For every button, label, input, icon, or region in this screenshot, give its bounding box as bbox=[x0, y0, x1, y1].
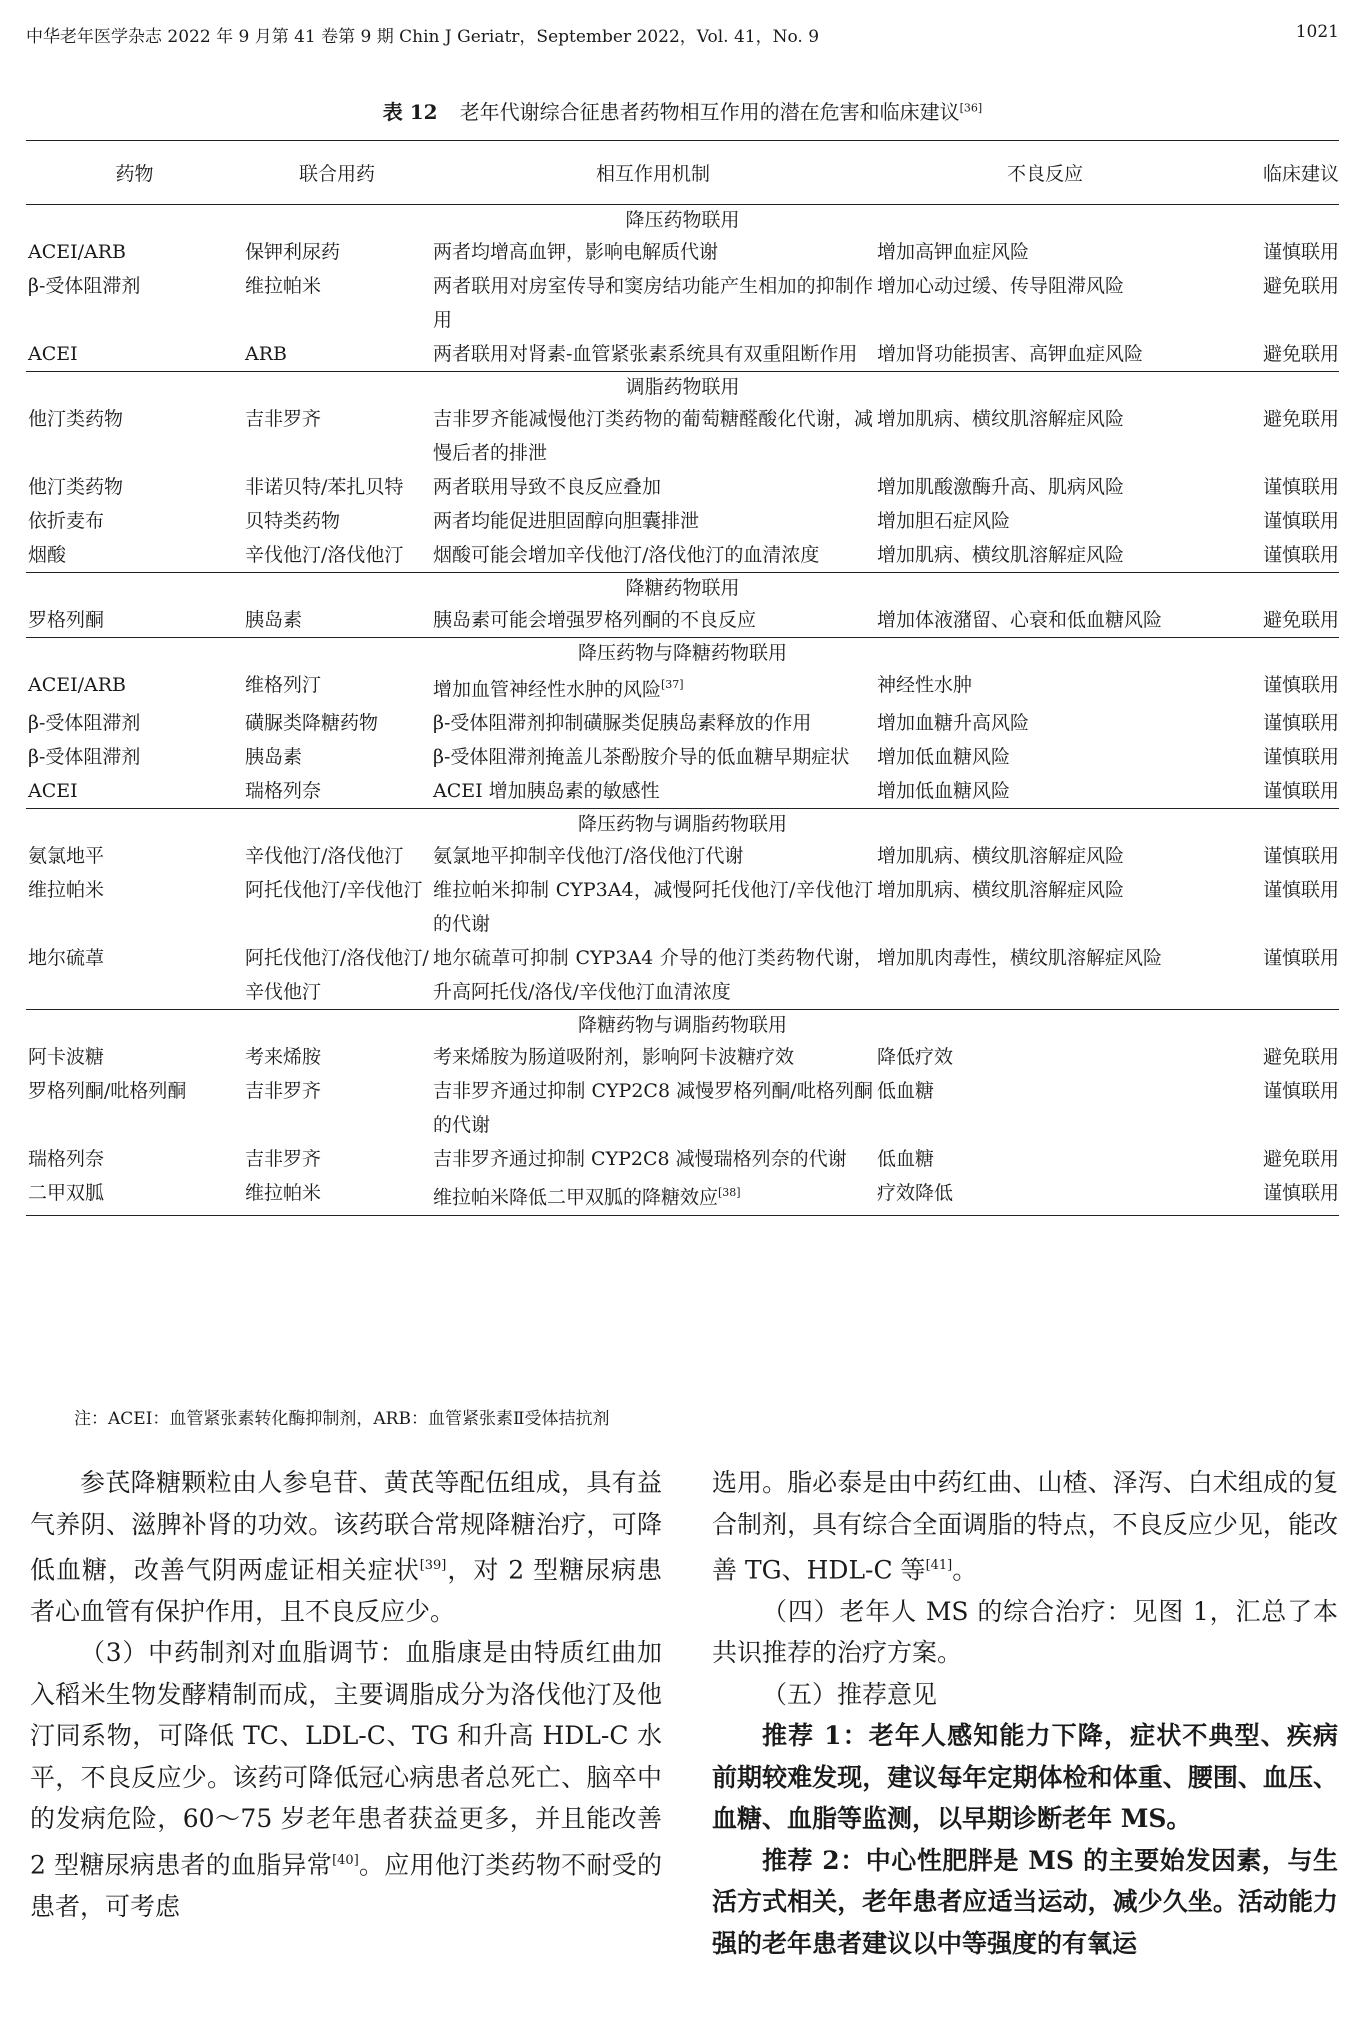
table-row bbox=[26, 706, 1339, 740]
drug-cell bbox=[26, 873, 243, 941]
column-header: 不良反应 bbox=[1006, 163, 1083, 185]
drug-cell-text: β-受体阻滞剂 bbox=[28, 746, 141, 769]
section-heading: （五）推荐意见 bbox=[762, 1679, 938, 1709]
adverse-reaction-cell-text: 增加低血糖风险 bbox=[877, 746, 1011, 769]
adverse-reaction-cell bbox=[875, 1074, 1215, 1142]
drug-cell bbox=[26, 774, 243, 809]
combination-cell bbox=[243, 269, 431, 337]
adverse-reaction-cell bbox=[875, 740, 1215, 774]
table-group-row bbox=[26, 573, 1339, 604]
drug-cell bbox=[26, 941, 243, 1010]
paragraph-text: 。应用他汀类药物不耐受的患者，可考虑 bbox=[30, 1850, 662, 1921]
drug-cell-text: 氨氯地平 bbox=[28, 845, 105, 868]
combination-cell-text: 吉非罗齐 bbox=[245, 1080, 322, 1103]
drug-cell-text: 烟酸 bbox=[28, 544, 67, 566]
adverse-reaction-cell-text: 降低疗效 bbox=[877, 1046, 954, 1069]
combination-cell bbox=[243, 402, 431, 470]
table-row bbox=[26, 402, 1339, 470]
adverse-reaction-cell bbox=[875, 504, 1215, 538]
paragraph bbox=[712, 1462, 1338, 1591]
drug-cell bbox=[26, 839, 243, 873]
mechanism-cell bbox=[431, 1074, 875, 1142]
group-label: 调脂药物联用 bbox=[26, 372, 1339, 403]
combination-cell bbox=[243, 706, 431, 740]
clinical-advice-cell-text: 避免联用 bbox=[1262, 609, 1339, 631]
clinical-advice-cell bbox=[1215, 1142, 1339, 1176]
journal-citation: 中华老年医学杂志 2022 年 9 月第 41 卷第 9 期 Chin J Geriatr，September 2022，Vol. 41，No. 9 bbox=[26, 27, 820, 47]
table-group-row bbox=[26, 205, 1339, 236]
adverse-reaction-cell bbox=[875, 402, 1215, 470]
mechanism-cell-text: β-受体阻滞剂抑制磺脲类促胰岛素释放的作用 bbox=[433, 712, 812, 735]
combination-cell-text: 维拉帕米 bbox=[245, 1182, 322, 1205]
table-row bbox=[26, 941, 1339, 1010]
combination-cell-text: 阿托伐他汀/洛伐他汀/辛伐他汀 bbox=[245, 947, 429, 1004]
adverse-reaction-cell-text: 增加肌病、横纹肌溶解症风险 bbox=[877, 408, 1125, 430]
clinical-advice-cell bbox=[1215, 740, 1339, 774]
drug-cell bbox=[26, 603, 243, 638]
mechanism-cell bbox=[431, 941, 875, 1010]
table-row bbox=[26, 1040, 1339, 1074]
clinical-advice-cell-text: 避免联用 bbox=[1262, 1046, 1339, 1069]
drug-cell bbox=[26, 740, 243, 774]
table-row bbox=[26, 603, 1339, 638]
table-title-ref: [36] bbox=[959, 101, 983, 115]
combination-cell bbox=[243, 668, 431, 706]
combination-cell-text: 胰岛素 bbox=[245, 746, 303, 769]
mechanism-cell bbox=[431, 337, 875, 372]
mechanism-cell-text: 增加血管神经性水肿的风险 bbox=[433, 678, 662, 701]
adverse-reaction-cell-text: 增加低血糖风险 bbox=[877, 780, 1011, 803]
mechanism-cell bbox=[431, 839, 875, 873]
adverse-reaction-cell-text: 低血糖 bbox=[877, 1148, 935, 1171]
drug-cell-text: 瑞格列奈 bbox=[28, 1148, 105, 1171]
table-group-row bbox=[26, 638, 1339, 669]
mechanism-cell bbox=[431, 269, 875, 337]
clinical-advice-cell-text: 谨慎联用 bbox=[1262, 544, 1339, 566]
table-row bbox=[26, 337, 1339, 372]
table-group-row bbox=[26, 372, 1339, 403]
mechanism-cell-text: 烟酸可能会增加辛伐他汀/洛伐他汀的血清浓度 bbox=[433, 544, 820, 566]
table-row bbox=[26, 668, 1339, 706]
clinical-advice-cell bbox=[1215, 873, 1339, 941]
mechanism-cell-text: 考来烯胺为肠道吸附剂，影响阿卡波糖疗效 bbox=[433, 1046, 795, 1069]
mechanism-cell bbox=[431, 504, 875, 538]
drug-cell bbox=[26, 706, 243, 740]
drug-cell-text: ACEI bbox=[28, 780, 78, 803]
adverse-reaction-cell bbox=[875, 839, 1215, 873]
adverse-reaction-cell-text: 增加肌病、横纹肌溶解症风险 bbox=[877, 845, 1125, 868]
page-number: 1021 bbox=[1295, 22, 1339, 42]
combination-cell-text: 阿托伐他汀/辛伐他汀 bbox=[245, 879, 423, 902]
drug-cell-text: 他汀类药物 bbox=[28, 408, 124, 430]
combination-cell-text: 考来烯胺 bbox=[245, 1046, 322, 1069]
drug-cell bbox=[26, 504, 243, 538]
clinical-advice-cell bbox=[1215, 941, 1339, 1010]
mechanism-cell-text: 两者联用对房室传导和窦房结功能产生相加的抑制作用 bbox=[433, 275, 873, 331]
citation-ref: [38] bbox=[718, 1186, 741, 1200]
citation-ref: [41] bbox=[925, 1558, 953, 1573]
adverse-reaction-cell-text: 增加肌酸激酶升高、肌病风险 bbox=[877, 476, 1125, 498]
adverse-reaction-cell bbox=[875, 337, 1215, 372]
clinical-advice-cell bbox=[1215, 402, 1339, 470]
adverse-reaction-cell-text: 增加高钾血症风险 bbox=[877, 241, 1030, 263]
mechanism-cell-text: 两者联用对肾素-血管紧张素系统具有双重阻断作用 bbox=[433, 343, 858, 365]
clinical-advice-cell-text: 谨慎联用 bbox=[1262, 1182, 1339, 1205]
clinical-advice-cell bbox=[1215, 1176, 1339, 1215]
adverse-reaction-cell bbox=[875, 873, 1215, 941]
table-group-row bbox=[26, 1010, 1339, 1041]
paragraph-text: 参芪降糖颗粒由人参皂苷、黄芪等配伍组成，具有益气养阴、滋脾补肾的功效。该药联合常规降糖治疗，可降低血糖，改善气阴两虚证相关症状 bbox=[30, 1468, 662, 1585]
clinical-advice-cell bbox=[1215, 668, 1339, 706]
table-note: 注：ACEI：血管紧张素转化酶抑制剂，ARB：血管紧张素Ⅱ受体拮抗剂 bbox=[74, 1409, 610, 1429]
drug-cell-text: 维拉帕米 bbox=[28, 879, 105, 902]
table-body bbox=[26, 205, 1339, 1216]
clinical-advice-cell-text: 谨慎联用 bbox=[1262, 746, 1339, 769]
clinical-advice-cell bbox=[1215, 235, 1339, 269]
clinical-advice-cell bbox=[1215, 1074, 1339, 1142]
mechanism-cell-text: β-受体阻滞剂掩盖儿茶酚胺介导的低血糖早期症状 bbox=[433, 746, 850, 769]
mechanism-cell bbox=[431, 774, 875, 809]
adverse-reaction-cell-text: 增加肾功能损害、高钾血症风险 bbox=[877, 343, 1144, 365]
clinical-advice-cell-text: 谨慎联用 bbox=[1262, 780, 1339, 803]
table-title: 老年代谢综合征患者药物相互作用的潜在危害和临床建议 bbox=[459, 100, 960, 124]
combination-cell-text: 胰岛素 bbox=[245, 609, 303, 631]
clinical-advice-cell-text: 谨慎联用 bbox=[1262, 241, 1339, 263]
mechanism-cell bbox=[431, 538, 875, 573]
table-row bbox=[26, 1142, 1339, 1176]
mechanism-cell-text: 两者联用导致不良反应叠加 bbox=[433, 476, 662, 498]
mechanism-cell bbox=[431, 706, 875, 740]
clinical-advice-cell-text: 谨慎联用 bbox=[1262, 510, 1339, 532]
drug-cell bbox=[26, 1040, 243, 1074]
table-row bbox=[26, 873, 1339, 941]
adverse-reaction-cell bbox=[875, 538, 1215, 573]
column-header: 药物 bbox=[115, 163, 154, 185]
drug-interaction-table bbox=[26, 140, 1339, 1216]
clinical-advice-cell-text: 谨慎联用 bbox=[1262, 947, 1339, 970]
group-label: 降糖药物联用 bbox=[26, 573, 1339, 604]
adverse-reaction-cell-text: 增加肌病、横纹肌溶解症风险 bbox=[877, 879, 1125, 902]
clinical-advice-cell bbox=[1215, 1040, 1339, 1074]
mechanism-cell bbox=[431, 603, 875, 638]
combination-cell bbox=[243, 839, 431, 873]
table-row bbox=[26, 740, 1339, 774]
drug-cell bbox=[26, 668, 243, 706]
adverse-reaction-cell-text: 低血糖 bbox=[877, 1080, 935, 1103]
drug-cell-text: 二甲双胍 bbox=[28, 1182, 105, 1205]
combination-cell bbox=[243, 235, 431, 269]
drug-cell-text: β-受体阻滞剂 bbox=[28, 712, 141, 735]
citation-ref: [40] bbox=[332, 1852, 359, 1868]
adverse-reaction-cell bbox=[875, 603, 1215, 638]
group-label: 降糖药物与调脂药物联用 bbox=[26, 1010, 1339, 1041]
citation-ref: [37] bbox=[661, 678, 684, 691]
mechanism-cell bbox=[431, 1040, 875, 1074]
clinical-advice-cell bbox=[1215, 603, 1339, 638]
clinical-advice-cell bbox=[1215, 706, 1339, 740]
clinical-advice-cell-text: 谨慎联用 bbox=[1262, 476, 1339, 498]
paragraph-text: ，对 2 型糖尿病患者心血管有保护作用，且不良反应少。 bbox=[30, 1555, 662, 1626]
drug-cell bbox=[26, 337, 243, 372]
mechanism-cell-text: 吉非罗齐通过抑制 CYP2C8 减慢罗格列酮/吡格列酮的代谢 bbox=[433, 1080, 873, 1137]
adverse-reaction-cell bbox=[875, 706, 1215, 740]
column-header: 临床建议 bbox=[1262, 163, 1339, 185]
adverse-reaction-cell bbox=[875, 1176, 1215, 1215]
combination-cell bbox=[243, 504, 431, 538]
drug-cell-text: 依折麦布 bbox=[28, 510, 105, 532]
combination-cell bbox=[243, 603, 431, 638]
drug-cell bbox=[26, 402, 243, 470]
body-column-right bbox=[712, 1462, 1338, 1964]
mechanism-cell bbox=[431, 668, 875, 706]
clinical-advice-cell-text: 谨慎联用 bbox=[1262, 674, 1339, 696]
clinical-advice-cell bbox=[1215, 337, 1339, 372]
adverse-reaction-cell-text: 增加胆石症风险 bbox=[877, 510, 1011, 532]
recommendation-1: 推荐 1：老年人感知能力下降，症状不典型、疾病前期较难发现，建议每年定期体检和体重、腰围、血压、血糖、血脂等监测，以早期诊断老年 MS。 bbox=[712, 1721, 1338, 1834]
paragraph bbox=[30, 1632, 662, 1927]
clinical-advice-cell-text: 避免联用 bbox=[1262, 408, 1339, 430]
combination-cell-text: 辛伐他汀/洛伐他汀 bbox=[245, 845, 404, 868]
mechanism-cell-text: 吉非罗齐能减慢他汀类药物的葡萄糖醛酸化代谢，减慢后者的排泄 bbox=[433, 408, 873, 464]
table-group-row bbox=[26, 809, 1339, 840]
recommendation-2: 推荐 2：中心性肥胖是 MS 的主要始发因素，与生活方式相关，老年患者应适当运动，减少久坐。活动能力强的老年患者建议以中等强度的有氧运 bbox=[712, 1845, 1338, 1958]
adverse-reaction-cell-text: 神经性水肿 bbox=[877, 674, 973, 696]
combination-cell bbox=[243, 1074, 431, 1142]
combination-cell-text: 吉非罗齐 bbox=[245, 408, 322, 430]
paragraph: （四）老年人 MS 的综合治疗：见图 1，汇总了本共识推荐的治疗方案。 bbox=[712, 1596, 1338, 1668]
drug-cell bbox=[26, 538, 243, 573]
mechanism-cell bbox=[431, 1142, 875, 1176]
drug-cell-text: 地尔硫䓬 bbox=[28, 947, 105, 970]
combination-cell bbox=[243, 538, 431, 573]
combination-cell-text: 辛伐他汀/洛伐他汀 bbox=[245, 544, 404, 566]
clinical-advice-cell bbox=[1215, 774, 1339, 809]
mechanism-cell-text: 吉非罗齐通过抑制 CYP2C8 减慢瑞格列奈的代谢 bbox=[433, 1148, 847, 1171]
adverse-reaction-cell bbox=[875, 1040, 1215, 1074]
clinical-advice-cell-text: 谨慎联用 bbox=[1262, 845, 1339, 868]
citation-ref: [39] bbox=[419, 1558, 447, 1573]
adverse-reaction-cell bbox=[875, 668, 1215, 706]
table-row bbox=[26, 1176, 1339, 1215]
combination-cell-text: 维格列汀 bbox=[245, 674, 322, 696]
mechanism-cell-text: 维拉帕米降低二甲双胍的降糖效应 bbox=[433, 1186, 719, 1209]
table-caption bbox=[0, 96, 1365, 125]
clinical-advice-cell bbox=[1215, 504, 1339, 538]
adverse-reaction-cell bbox=[875, 235, 1215, 269]
group-label: 降压药物联用 bbox=[625, 209, 740, 231]
adverse-reaction-cell-text: 疗效降低 bbox=[877, 1182, 954, 1205]
combination-cell bbox=[243, 1142, 431, 1176]
mechanism-cell bbox=[431, 740, 875, 774]
combination-cell-text: 维拉帕米 bbox=[245, 275, 322, 297]
drug-cell-text: 罗格列酮/吡格列酮 bbox=[28, 1080, 187, 1103]
table-row bbox=[26, 1074, 1339, 1142]
adverse-reaction-cell-text: 增加心动过缓、传导阻滞风险 bbox=[877, 275, 1125, 297]
paragraph-text: 。 bbox=[952, 1555, 978, 1585]
mechanism-cell-text: 两者均增高血钾，影响电解质代谢 bbox=[433, 241, 719, 263]
table-row bbox=[26, 774, 1339, 809]
combination-cell bbox=[243, 740, 431, 774]
adverse-reaction-cell bbox=[875, 941, 1215, 1010]
paragraph-text: 选用。脂必泰是由中药红曲、山楂、泽泻、白术组成的复合制剂，具有综合全面调脂的特点，不良反应少见，能改善 TG、HDL-C 等 bbox=[712, 1468, 1338, 1585]
mechanism-cell-text: 地尔硫䓬可抑制 CYP3A4 介导的他汀类药物代谢，升高阿托伐/洛伐/辛伐他汀血清浓度 bbox=[433, 947, 873, 1004]
adverse-reaction-cell-text: 增加血糖升高风险 bbox=[877, 712, 1030, 735]
drug-cell bbox=[26, 1074, 243, 1142]
table-row bbox=[26, 269, 1339, 337]
mechanism-cell bbox=[431, 235, 875, 269]
clinical-advice-cell-text: 谨慎联用 bbox=[1262, 712, 1339, 735]
clinical-advice-cell-text: 避免联用 bbox=[1262, 275, 1339, 297]
adverse-reaction-cell bbox=[875, 470, 1215, 504]
clinical-advice-cell-text: 谨慎联用 bbox=[1262, 1080, 1339, 1103]
paragraph-text: （3）中药制剂对血脂调节：血脂康是由特质红曲加入稻米生物发酵精制而成，主要调脂成分为洛伐他汀及他汀同系物，可降低 TC、LDL-C、TG 和升高 HDL-C 水平，不良反应少。该药可降低冠心病患者总死亡、脑卒中的发病危险，60～75 岁老年患者获益更多，并且能改善 2 型糖尿病患者的血脂异常 bbox=[30, 1638, 662, 1880]
column-header: 相互作用机制 bbox=[595, 163, 710, 185]
mechanism-cell bbox=[431, 1176, 875, 1215]
table-row bbox=[26, 504, 1339, 538]
table-row bbox=[26, 538, 1339, 573]
adverse-reaction-cell-text: 增加体液潴留、心衰和低血糖风险 bbox=[877, 609, 1163, 631]
combination-cell-text: 保钾利尿药 bbox=[245, 241, 341, 263]
combination-cell bbox=[243, 1176, 431, 1215]
drug-cell bbox=[26, 470, 243, 504]
drug-cell bbox=[26, 1176, 243, 1215]
drug-cell bbox=[26, 1142, 243, 1176]
mechanism-cell-text: 胰岛素可能会增强罗格列酮的不良反应 bbox=[433, 609, 757, 631]
combination-cell-text: ARB bbox=[245, 343, 287, 365]
clinical-advice-cell bbox=[1215, 839, 1339, 873]
table-header-row bbox=[26, 141, 1339, 205]
adverse-reaction-cell-text: 增加肌病、横纹肌溶解症风险 bbox=[877, 544, 1125, 566]
drug-cell-text: 罗格列酮 bbox=[28, 609, 105, 631]
group-label: 降压药物与调脂药物联用 bbox=[26, 809, 1339, 840]
combination-cell bbox=[243, 337, 431, 372]
clinical-advice-cell-text: 谨慎联用 bbox=[1262, 879, 1339, 902]
adverse-reaction-cell-text: 增加肌肉毒性，横纹肌溶解症风险 bbox=[877, 947, 1163, 970]
drug-cell-text: β-受体阻滞剂 bbox=[28, 275, 141, 297]
combination-cell bbox=[243, 470, 431, 504]
column-header: 联合用药 bbox=[298, 163, 375, 185]
clinical-advice-cell bbox=[1215, 269, 1339, 337]
table-row bbox=[26, 470, 1339, 504]
drug-cell-text: ACEI/ARB bbox=[28, 241, 127, 263]
mechanism-cell-text: 维拉帕米抑制 CYP3A4，减慢阿托伐他汀/辛伐他汀的代谢 bbox=[433, 879, 873, 936]
table-row bbox=[26, 839, 1339, 873]
mechanism-cell bbox=[431, 402, 875, 470]
combination-cell-text: 非诺贝特/苯扎贝特 bbox=[245, 476, 404, 498]
clinical-advice-cell bbox=[1215, 470, 1339, 504]
table-row bbox=[26, 235, 1339, 269]
combination-cell bbox=[243, 774, 431, 809]
mechanism-cell-text: 氨氯地平抑制辛伐他汀/洛伐他汀代谢 bbox=[433, 845, 744, 868]
running-header bbox=[26, 22, 1339, 52]
mechanism-cell-text: ACEI 增加胰岛素的敏感性 bbox=[433, 780, 660, 803]
paragraph bbox=[30, 1462, 662, 1632]
drug-cell bbox=[26, 235, 243, 269]
combination-cell-text: 磺脲类降糖药物 bbox=[245, 712, 379, 735]
adverse-reaction-cell bbox=[875, 774, 1215, 809]
table-number: 表 12 bbox=[382, 100, 438, 124]
mechanism-cell bbox=[431, 470, 875, 504]
combination-cell bbox=[243, 873, 431, 941]
clinical-advice-cell bbox=[1215, 538, 1339, 573]
combination-cell bbox=[243, 1040, 431, 1074]
mechanism-cell bbox=[431, 873, 875, 941]
mechanism-cell-text: 两者均能促进胆固醇向胆囊排泄 bbox=[433, 510, 700, 532]
combination-cell-text: 吉非罗齐 bbox=[245, 1148, 322, 1171]
adverse-reaction-cell bbox=[875, 1142, 1215, 1176]
group-label: 降压药物与降糖药物联用 bbox=[26, 638, 1339, 669]
drug-cell bbox=[26, 269, 243, 337]
body-column-left bbox=[30, 1462, 662, 1927]
clinical-advice-cell-text: 避免联用 bbox=[1262, 1148, 1339, 1171]
drug-cell-text: 他汀类药物 bbox=[28, 476, 124, 498]
drug-cell-text: 阿卡波糖 bbox=[28, 1046, 105, 1069]
drug-cell-text: ACEI/ARB bbox=[28, 674, 127, 696]
drug-cell-text: ACEI bbox=[28, 343, 78, 365]
clinical-advice-cell-text: 避免联用 bbox=[1262, 343, 1339, 365]
combination-cell bbox=[243, 941, 431, 1010]
combination-cell-text: 瑞格列奈 bbox=[245, 780, 322, 803]
combination-cell-text: 贝特类药物 bbox=[245, 510, 341, 532]
adverse-reaction-cell bbox=[875, 269, 1215, 337]
